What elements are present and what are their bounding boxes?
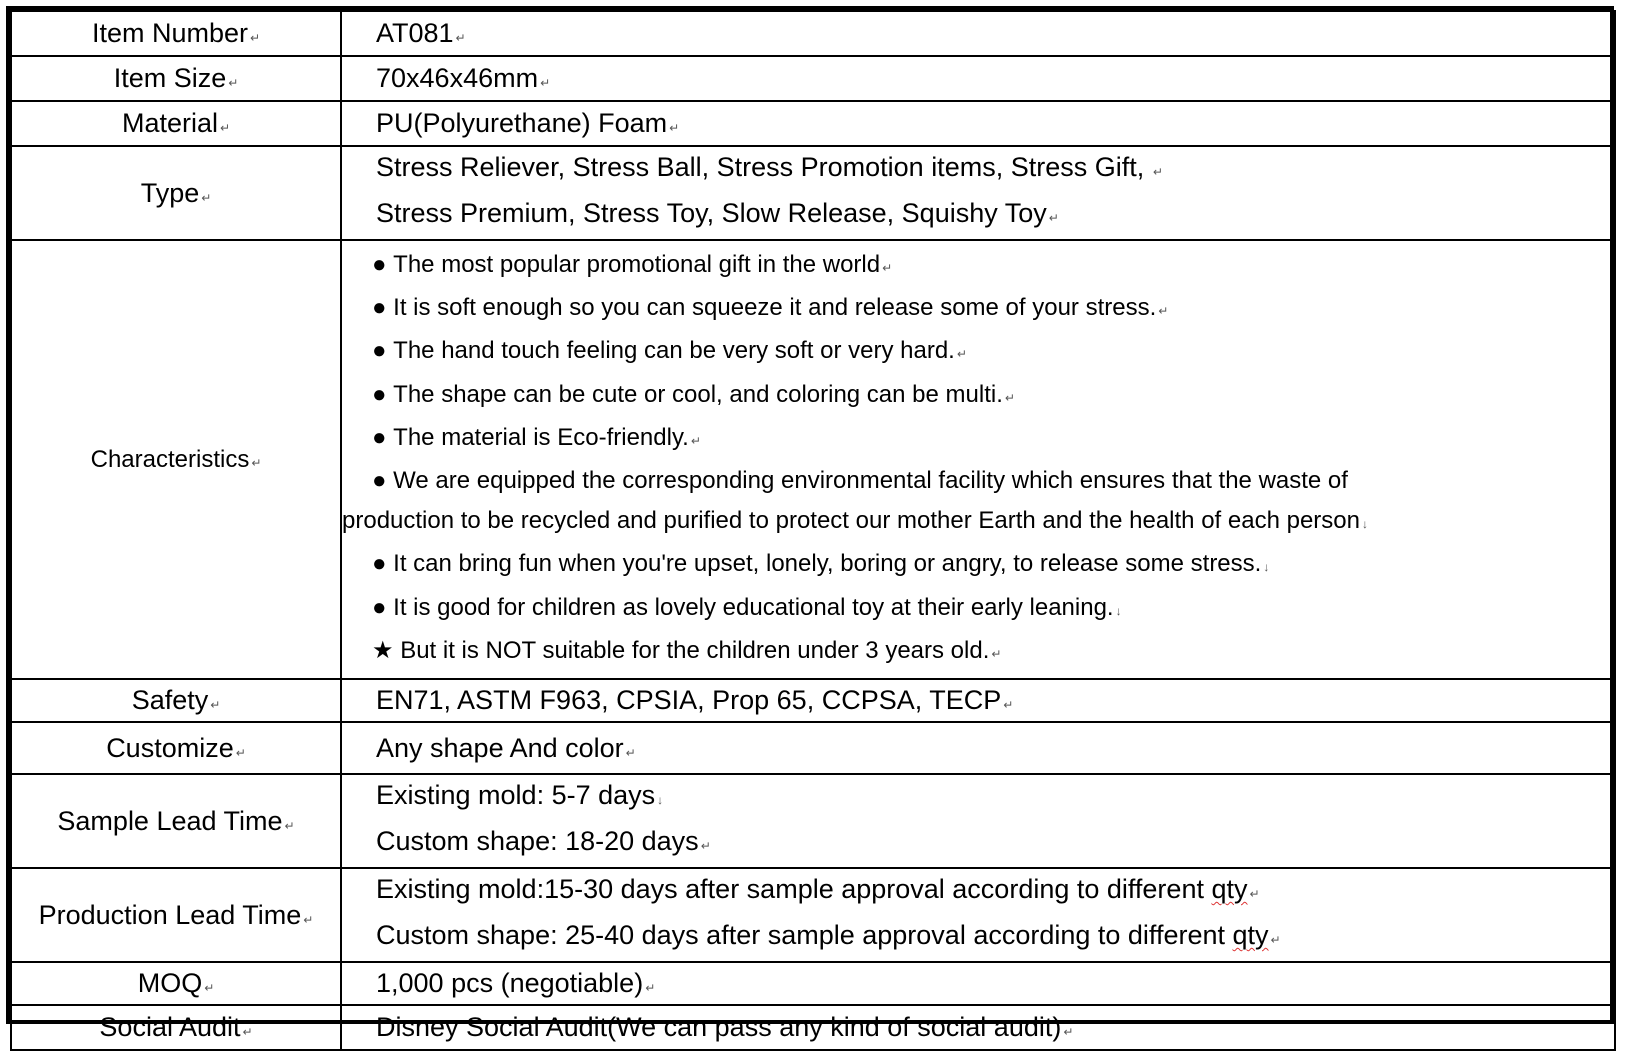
type-value [341, 146, 1615, 240]
type-label: Type ↵ [11, 146, 341, 240]
table-row [11, 774, 1615, 868]
type-line: Stress Premium, Stress Toy, Slow Release, Squishy Toy ↵ [376, 198, 1059, 228]
production-lead-time-label: Production Lead Time ↵ [11, 868, 341, 962]
list-item: ● It is good for children as lovely educational toy at their early leaning. ↓ [342, 588, 1614, 631]
safety-value: EN71, ASTM F963, CPSIA, Prop 65, CCPSA, TECP ↵ [341, 679, 1615, 722]
list-item: ● It can bring fun when you're upset, lonely, boring or angry, to release some stress. ↓ [342, 544, 1614, 587]
list-item: ● The most popular promotional gift in the world ↵ [342, 245, 1614, 288]
sample-lead-line: Custom shape: 18-20 days ↵ [376, 826, 711, 857]
table-row [11, 1005, 1615, 1050]
list-item: ● The material is Eco-friendly. ↵ [342, 418, 1614, 461]
table-row [11, 962, 1615, 1005]
table-row [11, 240, 1615, 679]
table-row [11, 679, 1615, 722]
production-lead-time-value [341, 868, 1615, 962]
product-spec-table [10, 10, 1616, 1051]
item-number-value: AT081 ↵ [341, 11, 1615, 56]
characteristics-label: Characteristics ↵ [11, 240, 341, 679]
item-size-label: Item Size ↵ [11, 56, 341, 101]
material-value: PU(Polyurethane) Foam ↵ [341, 101, 1615, 146]
customize-value: Any shape And color ↵ [341, 722, 1615, 774]
moq-label: MOQ ↵ [11, 962, 341, 1005]
list-item: ● The hand touch feeling can be very soft or very hard. ↵ [342, 331, 1614, 374]
table-row [11, 11, 1615, 56]
item-number-label: Item Number ↵ [11, 11, 341, 56]
type-line: Stress Reliever, Stress Ball, Stress Promotion items, Stress Gift, ↵ [376, 152, 1163, 182]
list-item: ● The shape can be cute or cool, and coloring can be multi. ↵ [342, 375, 1614, 418]
age-warning: ★ But it is NOT suitable for the children under 3 years old. ↵ [342, 631, 1614, 674]
table-row [11, 56, 1615, 101]
list-item: ● We are equipped the corresponding environmental facility which ensures that the waste of [342, 461, 1614, 501]
item-size-value: 70x46x46mm ↵ [341, 56, 1615, 101]
safety-label: Safety ↵ [11, 679, 341, 722]
customize-label: Customize ↵ [11, 722, 341, 774]
table-row [11, 101, 1615, 146]
sample-lead-line: Existing mold: 5-7 days ↓ [376, 780, 664, 811]
sample-lead-time-label: Sample Lead Time ↵ [11, 774, 341, 868]
social-audit-value: Disney Social Audit(We can pass any kind of social audit) ↵ [341, 1005, 1615, 1050]
table-row [11, 146, 1615, 240]
list-item-continuation: production to be recycled and purified to protect our mother Earth and the health of each person ↓ [342, 507, 1368, 535]
moq-value: 1,000 pcs (negotiable) ↵ [341, 962, 1615, 1005]
production-lead-line: Existing mold:15-30 days after sample approval according to different qty ↵ [376, 874, 1260, 905]
characteristics-list [341, 240, 1615, 679]
social-audit-label: Social Audit ↵ [11, 1005, 341, 1050]
table-row [11, 722, 1615, 774]
material-label: Material ↵ [11, 101, 341, 146]
table-row [11, 868, 1615, 962]
sample-lead-time-value [341, 774, 1615, 868]
list-item: ● It is soft enough so you can squeeze it and release some of your stress. ↵ [342, 288, 1614, 331]
production-lead-line: Custom shape: 25-40 days after sample approval according to different qty ↵ [376, 920, 1281, 951]
